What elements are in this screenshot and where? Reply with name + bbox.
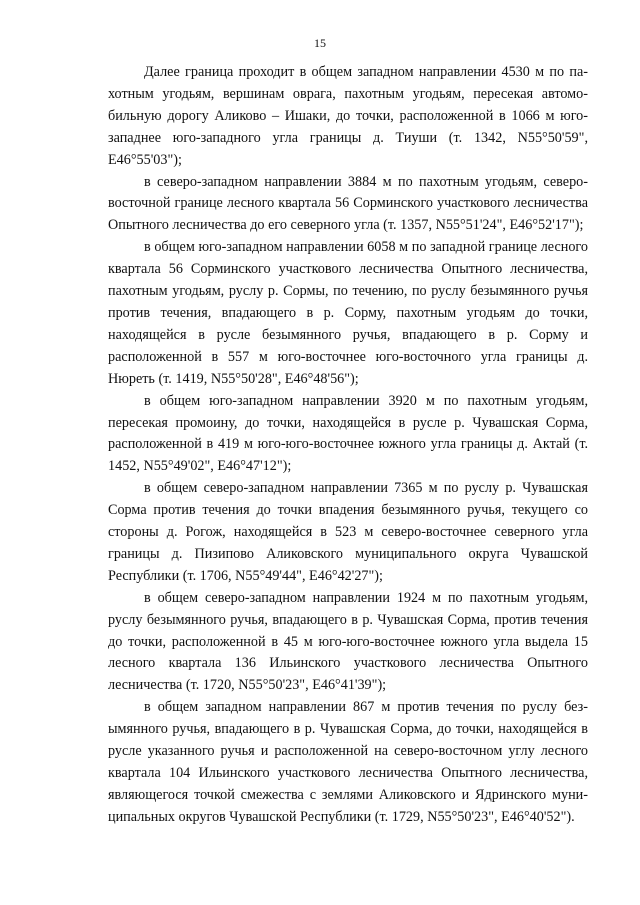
paragraph-1: Далее граница проходит в общем западном направлении 4530 м по пахотным угодьям, вершинам оврага, пахотным угодьям, пересекая автомобильную дорогу Аликово – Ишаки, до точки, расположенной в 1066 м юго-западнее юго-западного угла границы д. Тиуши (т. 1342, N55°50'59", E46°55'03"); xyxy=(108,64,588,168)
paragraph-2: в северо-западном направлении 3884 м по пахотным угодьям, северо-восточной границе лесного квартала 56 Сорминского участкового лесничества Опытного лесничества до его северного угла (т. 1357, N55°51'24", E46°52'17"); xyxy=(108,173,588,234)
document-body xyxy=(108,62,588,829)
paragraph-3: в общем юго-западном направлении 6058 м по западной границе лесного квартала 56 Сорминского участкового лесничества Опытного лесничества, пахотным угодьям, руслу р. Сормы, по течению, по руслу безымянного ручья против течения, впадающего в р. Сорму, пахотным угодьям до точки, находящейся в русле безымянного ручья, впадающего в р. Сорму и расположенной в 557 м юго-восточнее юго-восточного угла границы д. Нюреть (т. 1419, N55°50'28", E46°48'56"); xyxy=(108,239,588,387)
paragraph-7: в общем западном направлении 867 м против течения по руслу безымянного ручья, впадающего в р. Чувашская Сорма, до точки, находящейся в русле указанного ручья и расположенной на северо-восточном углу лесного квартала 104 Ильинского участкового лесничества Опытного лесничества, являющегося точкой смежества с землями Аликовского и Ядринского муниципальных округов Чувашской Республики (т. 1729, N55°50'23", E46°40'52"). xyxy=(108,699,588,825)
paragraph-5: в общем северо-западном направлении 7365 м по руслу р. Чувашская Сорма против течения до точки впадения безымянного ручья, текущего со стороны д. Рогож, находящейся в 523 м северо-восточнее северного угла границы д. Пизипово Аликовского муниципального округа Чувашской Республики (т. 1706, N55°49'44", E46°42'27"); xyxy=(108,480,588,584)
page-number: 15 xyxy=(314,36,326,50)
paragraph-6: в общем северо-западном направлении 1924 м по пахотным угодьям, руслу безымянного ручья, впадающего в р. Чувашская Сорма, против течения до точки, расположенной в 45 м юго-юго-восточнее южного угла выдела 15 лесного квартала 136 Ильинского участкового лесничества Опытного лесничества (т. 1720, N55°50'23", E46°41'39"); xyxy=(108,589,588,694)
paragraph-4: в общем юго-западном направлении 3920 м по пахотным угодьям, пересекая промоину, до точки, находящейся в русле р. Чувашская Сорма, расположенной в 419 м юго-юго-восточнее южного угла границы д. Актай (т. 1452, N55°49'02", E46°47'12"); xyxy=(108,392,588,475)
